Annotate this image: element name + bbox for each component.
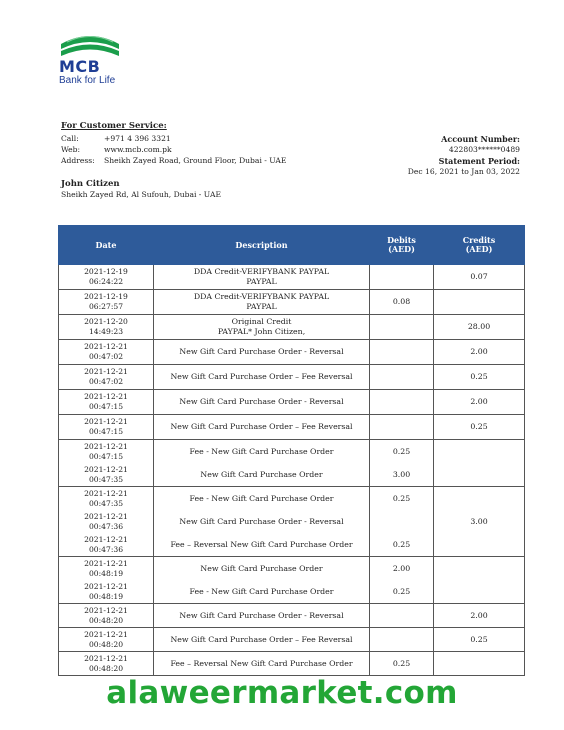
customer-address: Sheikh Zayed Rd, Al Sufouh, Dubai - UAE	[61, 190, 221, 199]
credit-cell: 2.00	[434, 340, 525, 365]
description-cell	[154, 604, 370, 628]
time-value: 06:24:22	[88, 277, 124, 286]
credit-cell	[434, 290, 525, 315]
credit-cell: 0.25	[434, 365, 525, 390]
date-value: 2021-12-21	[84, 488, 128, 498]
credit-cell: 0.07	[434, 265, 525, 290]
logo-wordmark: MCB	[59, 57, 101, 76]
time-value: 00:48:20	[88, 639, 124, 649]
date-cell	[59, 510, 154, 533]
debit-cell: 0.25	[370, 580, 434, 604]
header-credits	[434, 226, 525, 265]
date-value: 2021-12-21	[84, 581, 128, 591]
description-line: DDA Credit-VERIFYBANK PAYPAL	[193, 267, 330, 276]
description-cell	[154, 415, 370, 440]
table-row	[59, 604, 525, 628]
description-cell	[154, 340, 370, 365]
date-value: 2021-12-19	[84, 267, 128, 276]
description-line: New Gift Card Purchase Order – Fee Reversal	[170, 372, 353, 381]
time-value: 00:47:02	[88, 352, 124, 361]
time-value: 00:47:15	[88, 427, 124, 436]
description-cell	[154, 628, 370, 652]
table-row	[59, 628, 525, 652]
date-value: 2021-12-21	[84, 367, 128, 376]
debit-cell	[370, 340, 434, 365]
description-cell: Fee - New Gift Card Purchase Order	[154, 487, 370, 511]
date-cell	[59, 265, 154, 290]
table-header	[59, 226, 525, 265]
watermark: alaweermarket.com	[106, 675, 458, 711]
description-line: Original Credit	[231, 317, 292, 326]
web-value: www.mcb.com.pk	[104, 145, 172, 154]
description-cell: New Gift Card Purchase Order - Reversal	[154, 510, 370, 533]
customer-name: John Citizen	[61, 179, 120, 189]
date-value: 2021-12-21	[84, 629, 128, 639]
credit-cell: 28.00	[434, 315, 525, 340]
date-value: 2021-12-21	[84, 441, 128, 451]
debit-cell	[370, 365, 434, 390]
table-row	[59, 440, 525, 464]
date-value: 2021-12-21	[84, 653, 128, 663]
description-cell: Fee - New Gift Card Purchase Order	[154, 580, 370, 604]
debit-cell	[370, 415, 434, 440]
time-value: 06:27:57	[88, 302, 124, 311]
address-row	[61, 156, 286, 165]
table-row	[59, 340, 525, 365]
mcb-logo-icon	[59, 32, 121, 58]
date-value: 2021-12-21	[84, 558, 128, 568]
table-row	[59, 557, 525, 581]
call-row	[61, 134, 171, 143]
description-cell: New Gift Card Purchase Order	[154, 557, 370, 581]
debit-cell	[370, 390, 434, 415]
time-value: 00:47:15	[88, 402, 124, 411]
header-description: Description	[154, 226, 370, 265]
debit-cell	[370, 604, 434, 628]
table-row	[59, 487, 525, 511]
time-value: 00:48:20	[88, 663, 124, 673]
date-cell	[59, 390, 154, 415]
call-label: Call:	[61, 134, 79, 143]
credit-cell: 0.25	[434, 628, 525, 652]
time-value: 00:47:35	[88, 498, 124, 508]
description-cell	[154, 390, 370, 415]
date-cell	[59, 557, 154, 581]
debit-cell: 3.00	[370, 463, 434, 487]
description-line: New Gift Card Purchase Order - Reversal	[179, 610, 344, 620]
time-value: 00:47:15	[88, 451, 124, 461]
date-value: 2021-12-19	[84, 292, 128, 301]
table-row	[59, 290, 525, 315]
time-value: 00:48:20	[88, 615, 124, 625]
description-cell	[154, 365, 370, 390]
debit-cell: 0.25	[370, 487, 434, 511]
date-cell	[59, 440, 154, 464]
debit-cell: 0.25	[370, 652, 434, 676]
customer-service-title: For Customer Service:	[61, 121, 167, 131]
date-cell	[59, 463, 154, 487]
web-label: Web:	[61, 145, 81, 154]
date-value: 2021-12-20	[84, 317, 128, 326]
table-row	[59, 652, 525, 676]
date-cell	[59, 290, 154, 315]
table-row	[59, 315, 525, 340]
description-line: New Gift Card Purchase Order - Reversal	[179, 397, 344, 406]
address-label: Address:	[61, 156, 95, 165]
date-cell	[59, 365, 154, 390]
description-cell: Fee - New Gift Card Purchase Order	[154, 440, 370, 464]
web-row	[61, 145, 172, 154]
time-value: 00:48:19	[88, 568, 124, 578]
time-value: 00:48:19	[88, 591, 124, 601]
debit-cell: 2.00	[370, 557, 434, 581]
header-debits-unit: (AED)	[388, 244, 415, 254]
call-value: +971 4 396 3321	[104, 134, 171, 143]
debit-cell: 0.08	[370, 290, 434, 315]
credit-cell	[434, 557, 525, 604]
description-line: PAYPAL* John Citizen,	[217, 327, 306, 336]
debit-cell	[370, 628, 434, 652]
description-line: New Gift Card Purchase Order - Reversal	[179, 347, 344, 356]
description-cell	[154, 315, 370, 340]
statement-period: Dec 16, 2021 to Jan 03, 2022	[407, 167, 520, 176]
mcb-logo	[59, 32, 125, 87]
credit-cell: 2.00	[434, 390, 525, 415]
date-value: 2021-12-21	[84, 534, 128, 544]
header-date: Date	[59, 226, 154, 265]
debit-cell	[370, 315, 434, 340]
date-cell	[59, 533, 154, 557]
description-cell	[154, 652, 370, 676]
address-value: Sheikh Zayed Road, Ground Floor, Dubai - UAE	[104, 156, 287, 165]
statement-period-label: Statement Period:	[438, 156, 520, 166]
time-value: 00:47:02	[88, 377, 124, 386]
date-cell	[59, 580, 154, 604]
date-cell	[59, 628, 154, 652]
date-cell	[59, 315, 154, 340]
description-line: PAYPAL	[246, 302, 277, 311]
account-number: 422803******0489	[448, 145, 520, 154]
debit-cell: 0.25	[370, 440, 434, 464]
date-cell	[59, 340, 154, 365]
credit-cell: 2.00	[434, 604, 525, 628]
time-value: 00:47:35	[88, 474, 124, 484]
table-row	[59, 390, 525, 415]
date-cell	[59, 604, 154, 628]
date-value: 2021-12-21	[84, 342, 128, 351]
header-credits-unit: (AED)	[465, 244, 493, 254]
debit-cell: 0.25	[370, 533, 434, 557]
description-cell	[154, 265, 370, 290]
credit-cell	[434, 440, 525, 487]
description-line: New Gift Card Purchase Order – Fee Reversal	[170, 422, 353, 431]
table-row	[59, 415, 525, 440]
time-value: 14:49:23	[88, 327, 124, 336]
table-row	[59, 365, 525, 390]
credit-cell	[434, 652, 525, 676]
header-debits	[370, 226, 434, 265]
transactions-table	[58, 225, 525, 676]
description-line: New Gift Card Purchase Order – Fee Reversal	[170, 634, 353, 644]
debit-cell	[370, 265, 434, 290]
description-cell: Fee – Reversal New Gift Card Purchase Order	[154, 533, 370, 557]
description-line: Fee – Reversal New Gift Card Purchase Order	[170, 658, 353, 668]
time-value: 00:47:36	[88, 521, 124, 531]
description-cell	[154, 290, 370, 315]
account-number-label: Account Number:	[441, 134, 520, 144]
credit-cell: 3.00	[434, 487, 525, 557]
description-line: DDA Credit-VERIFYBANK PAYPAL	[193, 292, 330, 301]
date-value: 2021-12-21	[84, 605, 128, 615]
date-value: 2021-12-21	[84, 511, 128, 521]
logo-tagline: Bank for Life	[59, 75, 116, 86]
table-row	[59, 265, 525, 290]
date-value: 2021-12-21	[84, 392, 128, 401]
debit-cell	[370, 510, 434, 533]
date-cell	[59, 487, 154, 511]
date-value: 2021-12-21	[84, 417, 128, 426]
header-credits-label: Credits	[462, 235, 496, 245]
date-cell	[59, 652, 154, 676]
description-cell: New Gift Card Purchase Order	[154, 463, 370, 487]
header-debits-label: Debits	[387, 235, 416, 245]
date-cell	[59, 415, 154, 440]
date-value: 2021-12-21	[84, 464, 128, 474]
description-line: PAYPAL	[246, 277, 277, 286]
time-value: 00:47:36	[88, 544, 124, 554]
credit-cell: 0.25	[434, 415, 525, 440]
